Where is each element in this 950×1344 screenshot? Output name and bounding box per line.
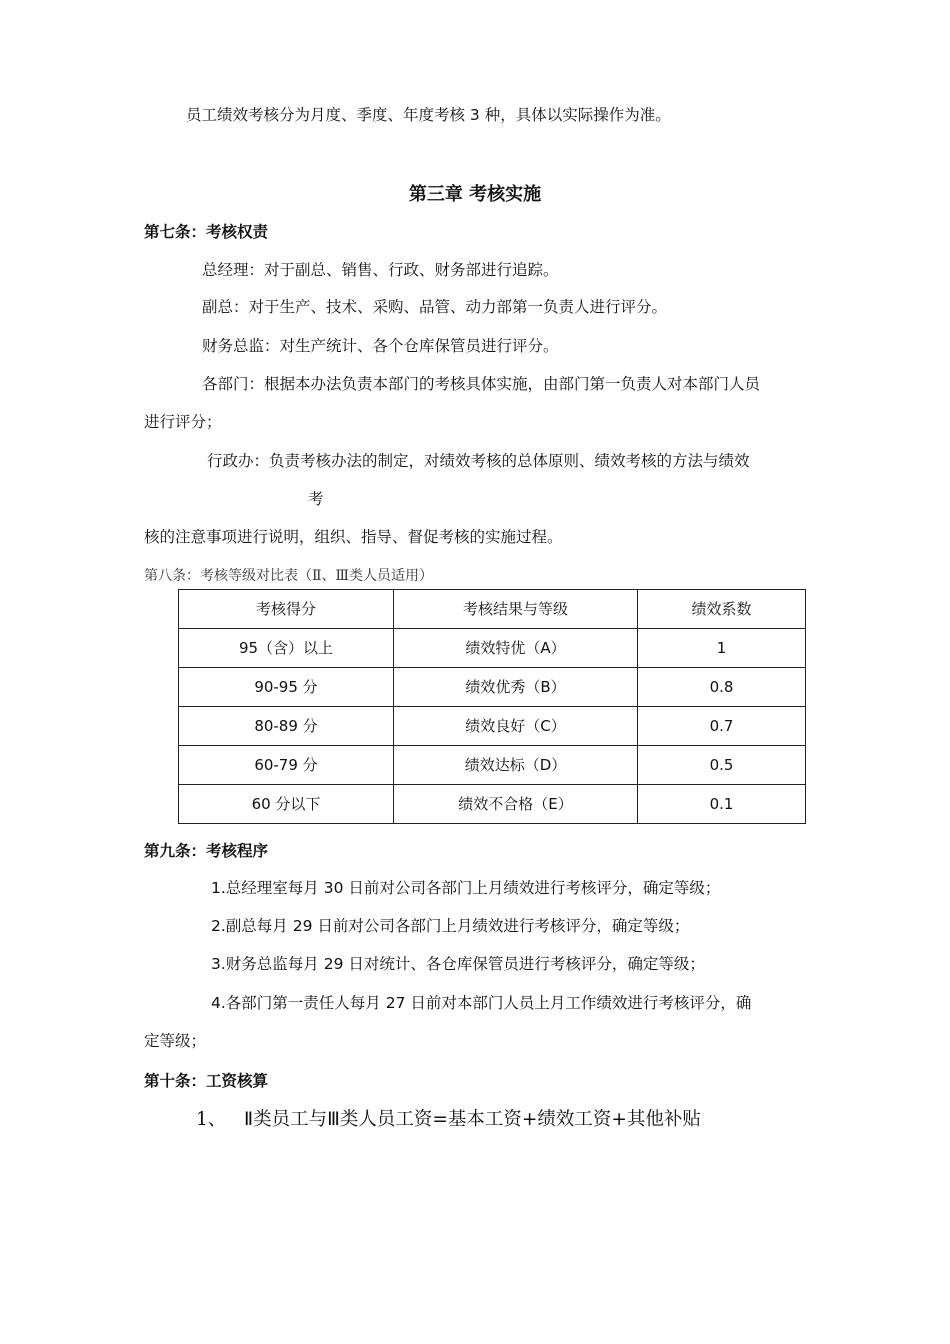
cell-score: 80-89 分: [179, 707, 394, 746]
art7-line-depts-cont: 进行评分；: [144, 413, 222, 431]
cell-grade: 绩效不合格（E）: [394, 785, 638, 824]
cell-grade: 绩效达标（D）: [394, 746, 638, 785]
cell-coefficient: 1: [638, 629, 806, 668]
art7-line-gm: 总经理：对于副总、销售、行政、财务部进行追踪。: [202, 261, 559, 279]
table-header-row: [179, 590, 806, 629]
cell-grade: 绩效良好（C）: [394, 707, 638, 746]
header-score: 考核得分: [179, 590, 394, 629]
header-grade: 考核结果与等级: [394, 590, 638, 629]
art7-line-admin-wrap: 考: [308, 490, 324, 508]
cell-coefficient: 0.1: [638, 785, 806, 824]
cell-grade: 绩效特优（A）: [394, 629, 638, 668]
art9-step-3: 3.财务总监每月 29 日对统计、各仓库保管员进行考核评分，确定等级；: [211, 955, 705, 973]
cell-grade: 绩效优秀（B）: [394, 668, 638, 707]
cell-score: 95（含）以上: [179, 629, 394, 668]
intro-paragraph: 员工绩效考核分为月度、季度、年度考核 3 种，具体以实际操作为准。: [186, 106, 671, 124]
art7-line-admin: 行政办：负责考核办法的制定，对绩效考核的总体原则、绩效考核的方法与绩效: [207, 452, 750, 470]
table-row: [179, 707, 806, 746]
table-row: [179, 746, 806, 785]
cell-score: 90-95 分: [179, 668, 394, 707]
article-10-title: 第十条：工资核算: [144, 1072, 269, 1090]
article-7-title: 第七条：考核权责: [144, 223, 269, 241]
table-row: [179, 668, 806, 707]
art7-line-vp: 副总：对于生产、技术、采购、品管、动力部第一负责人进行评分。: [202, 298, 668, 316]
cell-coefficient: 0.7: [638, 707, 806, 746]
art9-step-2: 2.副总每月 29 日前对公司各部门上月绩效进行考核评分，确定等级；: [211, 917, 690, 935]
table-row: [179, 785, 806, 824]
art9-step-1: 1.总经理室每月 30 日前对公司各部门上月绩效进行考核评分，确定等级；: [211, 879, 721, 897]
cell-score: 60-79 分: [179, 746, 394, 785]
art10-item-number: 1、: [196, 1109, 227, 1130]
cell-score: 60 分以下: [179, 785, 394, 824]
art10-salary-formula: Ⅱ类员工与Ⅲ类人员工资=基本工资+绩效工资+其他补贴: [244, 1109, 701, 1130]
table-row: [179, 629, 806, 668]
article-8-caption: 第八条：考核等级对比表（Ⅱ、Ⅲ类人员适用）: [144, 568, 434, 584]
art7-line-admin-cont: 核的注意事项进行说明，组织、指导、督促考核的实施过程。: [144, 528, 563, 546]
grade-comparison-table: [178, 589, 806, 824]
chapter-title: 第三章 考核实施: [408, 184, 542, 205]
art7-line-depts: 各部门：根据本办法负责本部门的考核具体实施，由部门第一负责人对本部门人员: [202, 375, 761, 393]
art9-step-4: 4.各部门第一责任人每月 27 日前对本部门人员上月工作绩效进行考核评分，确: [211, 994, 752, 1012]
cell-coefficient: 0.5: [638, 746, 806, 785]
article-9-title: 第九条：考核程序: [144, 842, 269, 860]
art9-step-4-cont: 定等级；: [144, 1032, 207, 1050]
art7-line-cfo: 财务总监：对生产统计、各个仓库保管员进行评分。: [202, 337, 559, 355]
header-coefficient: 绩效系数: [638, 590, 806, 629]
cell-coefficient: 0.8: [638, 668, 806, 707]
